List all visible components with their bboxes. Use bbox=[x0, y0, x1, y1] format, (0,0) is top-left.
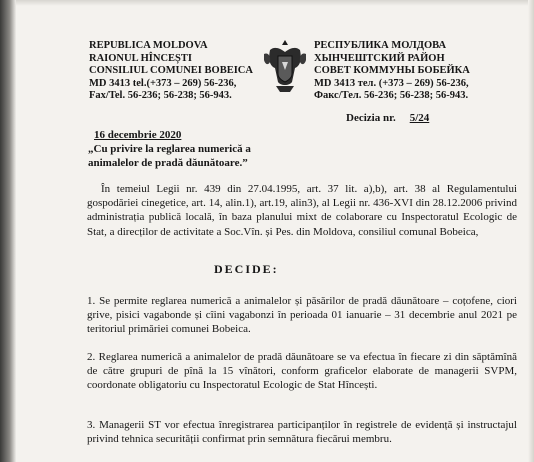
header-country: REPUBLICA MOLDOVA bbox=[89, 40, 208, 51]
decision-date: 16 decembrie 2020 bbox=[94, 129, 182, 141]
header-fax: Fax/Tel. 56-236; 56-238; 56-943. bbox=[89, 90, 232, 102]
header-country-ru: РЕСПУБЛИКА МОЛДОВА bbox=[314, 40, 447, 51]
header-fax-ru: Факс/Тел. 56-236; 56-238; 56-943. bbox=[314, 90, 469, 102]
page-top-edge bbox=[0, 0, 534, 6]
header-phone-ru: MD 3413 тел. (+373 – 269) 56-236, bbox=[314, 77, 469, 89]
point-3: 3. Managerii ST vor efectua înregistrarea participanților în registrele de evidență și instructajul privind tehnica securității confirmat prin semnătura fiecărui membru. bbox=[87, 419, 517, 446]
moldova-coat-of-arms-icon bbox=[262, 36, 308, 94]
page-right-shadow bbox=[528, 0, 534, 462]
header-council: CONSILIUL COMUNEI BOBEICA bbox=[89, 65, 253, 77]
decision-subject bbox=[88, 142, 251, 170]
header-council-ru: СОВЕТ КОММУНЫ БОБЕЙКА bbox=[314, 65, 470, 77]
preamble-paragraph: În temeiul Legii nr. 439 din 27.04.1995, art. 37 lit. a),b), art. 38 al Regulamentului gospodăriei cinegetice, art. 14, alin.1), art.19, alin3), al Legii nr. 436-XVI din 28.12.2006 privind administrația publică locală, în baza planului mixt de colaborare cu Inspectoratul Ecologic de Stat, a direcților de activitate a Soc.Vîn. și Pes. din Moldova, consiliul comunal Bobeica, bbox=[87, 183, 517, 238]
header-district: RAIONUL HÎNCEȘTI bbox=[89, 52, 192, 64]
page-left-edge bbox=[0, 0, 16, 462]
header-romanian bbox=[89, 40, 253, 103]
subject-line: „Cu privire la reglarea numerică a bbox=[88, 143, 251, 155]
decision-number bbox=[346, 112, 429, 124]
point-1: 1. Se permite reglarea numerică a animalelor și păsărilor de pradă dăunătoare – coțofene, ciori grive, pisici vagabonde și cîini vagabonzi în perioada 01 ianuarie – 31 decembrie anul 2021 pe teritoriul primăriei comunei Bobeica. bbox=[87, 295, 517, 336]
decision-label: Decizia nr. bbox=[346, 112, 396, 124]
subject-line: animalelor de pradă dăunătoare.” bbox=[88, 157, 248, 169]
header-russian bbox=[314, 40, 470, 103]
point-2: 2. Reglarea numerică a animalelor de pradă dăunătoare se va efectua în fiecare zi din săptămînă de către grupuri de pînă la 15 vînători, conform graficelor elaborate de managerii SVPM, coordonate obligatoriu cu Inspectoratul Ecologic de Stat Hîncești. bbox=[87, 351, 517, 392]
decision-value: 5/24 bbox=[409, 112, 430, 124]
header-district-ru: ХЫНЧЕШТСКИЙ РАЙОН bbox=[314, 52, 445, 64]
decide-heading: DECIDE: bbox=[214, 262, 279, 276]
header-phone: MD 3413 tel.(+373 – 269) 56-236, bbox=[89, 77, 237, 89]
